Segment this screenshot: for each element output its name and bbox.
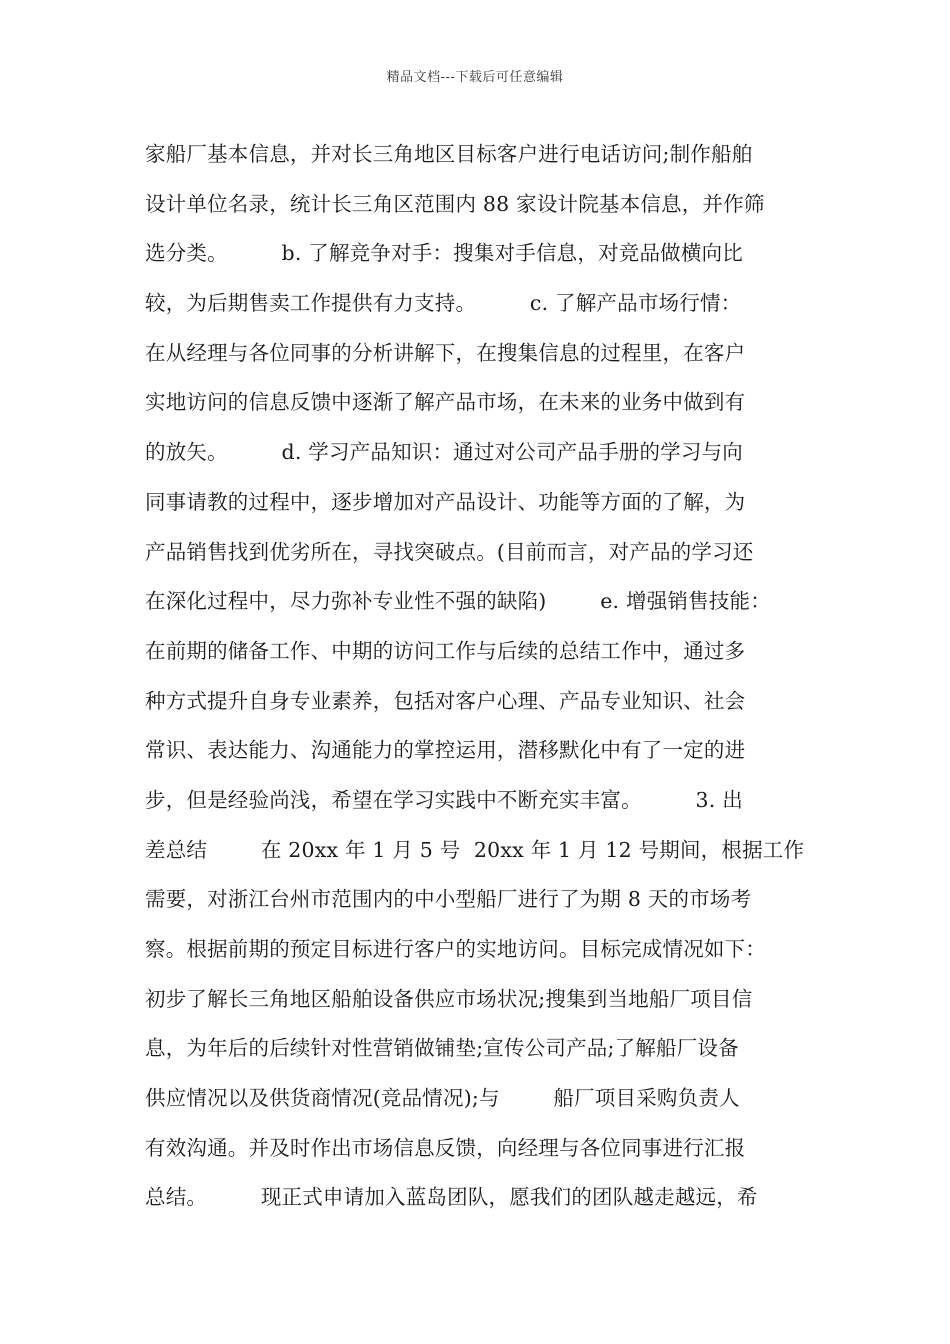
text-line: 实地访问的信息反馈中逐渐了解产品市场，在未来的业务中做到有 xyxy=(145,390,746,415)
text-line: 产品销售找到优劣所在，寻找突破点。(目前而言，对产品的学习还 xyxy=(145,539,754,564)
text-line: 较，为后期售卖工作提供有力支持。 c. 了解产品市场行情： xyxy=(145,291,742,316)
text-line: 步，但是经验尚浅，希望在学习实践中不断充实丰富。 3. 出 xyxy=(145,787,743,812)
text-line: 差总结 在 20xx 年 1 月 5 号 20xx 年 1 月 12 号期间，根据工作 xyxy=(145,837,805,862)
text-line: 同事请教的过程中，逐步增加对产品设计、功能等方面的了解，为 xyxy=(145,489,746,514)
text-line: 察。根据前期的预定目标进行客户的实地访问。目标完成情况如下： xyxy=(145,937,766,961)
text-line: 家船厂基本信息，并对长三角地区目标客户进行电话访问;制作船舶 xyxy=(145,142,753,166)
text-line: 的放矢。 d. 学习产品知识：通过对公司产品手册的学习与向 xyxy=(145,440,743,465)
text-line: 有效沟通。并及时作出市场信息反馈，向经理与各位同事进行汇报 xyxy=(145,1135,746,1160)
text-line: 初步了解长三角地区船舶设备供应市场状况;搜集到当地船厂项目信 xyxy=(145,986,753,1011)
text-line: 息，为年后的后续针对性营销做铺垫;宣传公司产品;了解船厂设备 xyxy=(145,1036,739,1061)
text-line: 种方式提升自身专业素养，包括对客户心理、产品专业知识、社会 xyxy=(145,688,746,713)
text-line: 选分类。 b. 了解竞争对手：搜集对手信息，对竞品做横向比 xyxy=(145,241,743,266)
text-line: 在前期的储备工作、中期的访问工作与后续的总结工作中，通过多 xyxy=(145,638,746,663)
text-line: 供应情况以及供货商情况(竞品情况);与 船厂项目采购负责人 xyxy=(145,1086,740,1111)
text-line: 需要，对浙江台州市范围内的中小型船厂进行了为期 8 天的市场考 xyxy=(145,887,752,912)
text-line: 在从经理与各位同事的分析讲解下，在搜集信息的过程里，在客户 xyxy=(145,340,746,365)
text-line: 设计单位名录，统计长三角区范围内 88 家设计院基本信息，并作筛 xyxy=(145,191,765,216)
body-text xyxy=(145,130,820,1223)
text-line: 总结。 现正式申请加入蓝岛团队，愿我们的团队越走越远，希 xyxy=(145,1185,758,1210)
text-line: 常识、表达能力、沟通能力的掌控运用，潜移默化中有了一定的进 xyxy=(145,738,746,763)
page-header: 精品文档---下载后可任意编辑 xyxy=(386,70,564,85)
text-line: 在深化过程中，尽力弥补专业性不强的缺陷) e. 增强销售技能： xyxy=(145,589,771,614)
